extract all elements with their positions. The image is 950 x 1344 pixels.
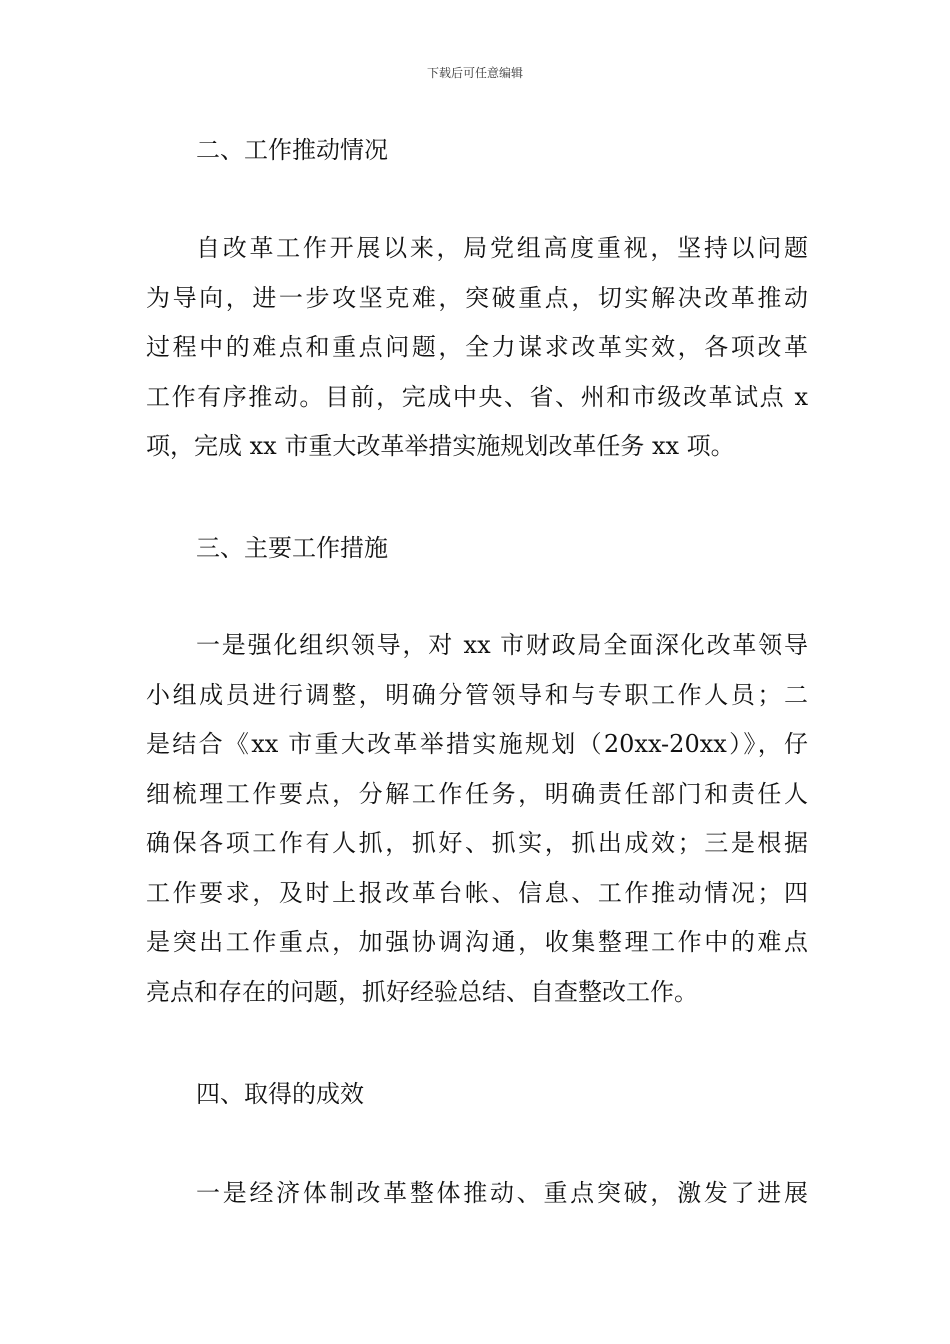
section-heading-2: 二、工作推动情况	[196, 136, 388, 164]
paragraph-line: 一是经济体制改革整体推动、重点突破，激发了进展	[196, 1179, 808, 1207]
paragraph-line: 项，完成 xx 市重大改革举措实施规划改革任务 xx 项。	[146, 432, 735, 460]
section-paragraph-3	[146, 621, 808, 1017]
paragraph-line: 自改革工作开展以来，局党组高度重视，坚持以问题	[196, 234, 808, 262]
section-heading-3: 三、主要工作措施	[196, 534, 388, 562]
paragraph-line: 是结合《xx 市重大改革举措实施规划（20xx-20xx）》，仔	[146, 730, 808, 758]
section-paragraph-4	[146, 1169, 808, 1219]
header-note: 下载后可任意编辑	[426, 66, 523, 80]
paragraph-line: 工作要求，及时上报改革台帐、信息、工作推动情况；四	[146, 878, 808, 907]
paragraph-line: 确保各项工作有人抓，抓好、抓实，抓出成效；三是根据	[146, 829, 808, 857]
paragraph-line: 亮点和存在的问题，抓好经验总结、自查整改工作。	[146, 977, 698, 1006]
section-heading-4: 四、取得的成效	[196, 1080, 364, 1108]
paragraph-line: 工作有序推动。目前，完成中央、省、州和市级改革试点 x	[146, 382, 808, 411]
paragraph-line: 是突出工作重点，加强协调沟通，收集整理工作中的难点	[146, 928, 808, 956]
paragraph-line: 过程中的难点和重点问题，全力谋求改革实效，各项改革	[146, 333, 808, 361]
paragraph-line: 一是强化组织领导，对 xx 市财政局全面深化改革领导	[196, 631, 808, 659]
paragraph-line: 细梳理工作要点，分解工作任务，明确责任部门和责任人	[146, 779, 808, 808]
section-paragraph-2	[146, 224, 808, 472]
paragraph-line: 为导向，进一步攻坚克难，突破重点，切实解决改革推动	[146, 283, 808, 312]
paragraph-line: 小组成员进行调整，明确分管领导和与专职工作人员；二	[146, 680, 808, 709]
